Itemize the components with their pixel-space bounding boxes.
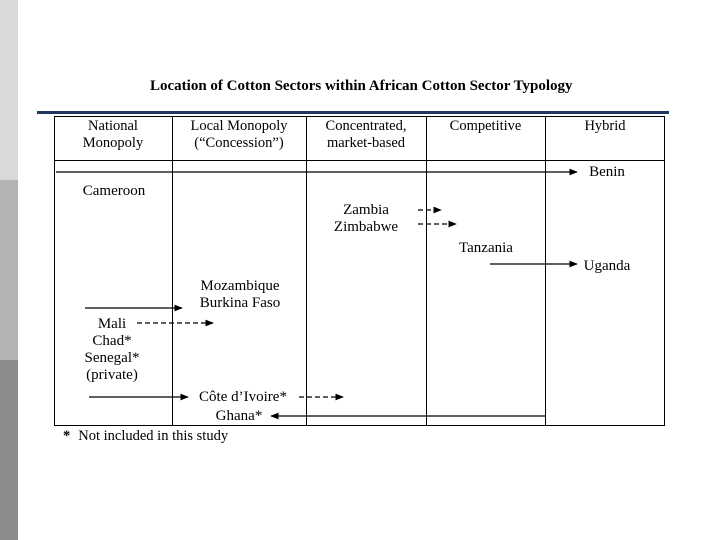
header-competitive: Competitive (449, 118, 522, 134)
header-hybrid: Hybrid (584, 118, 626, 134)
label-ghana: Ghana* (215, 408, 263, 424)
label-mali-chad-senegal: Mali Chad* Senegal* (private) (84, 316, 140, 383)
footnote-marker: * (63, 428, 71, 444)
footnote-text: Not included in this study (78, 428, 229, 444)
label-cameroon: Cameroon (82, 183, 146, 199)
label-zambia-zimbabwe: Zambia Zimbabwe (333, 202, 399, 235)
label-uganda: Uganda (583, 258, 631, 274)
label-benin: Benin (589, 164, 625, 180)
label-tanzania: Tanzania (459, 240, 513, 256)
label-mozambique-burkina-faso: Mozambique Burkina Faso (199, 278, 281, 311)
header-national-monopoly: National Monopoly (82, 118, 144, 151)
footnote (63, 428, 228, 445)
header-concentrated: Concentrated, market-based (325, 118, 407, 151)
header-local-monopoly: Local Monopoly (“Concession”) (190, 118, 288, 151)
label-cote-divoire: Côte d’Ivoire* (199, 389, 287, 405)
diagram-title: Location of Cotton Sectors within African Cotton Sector Typology (150, 78, 573, 94)
